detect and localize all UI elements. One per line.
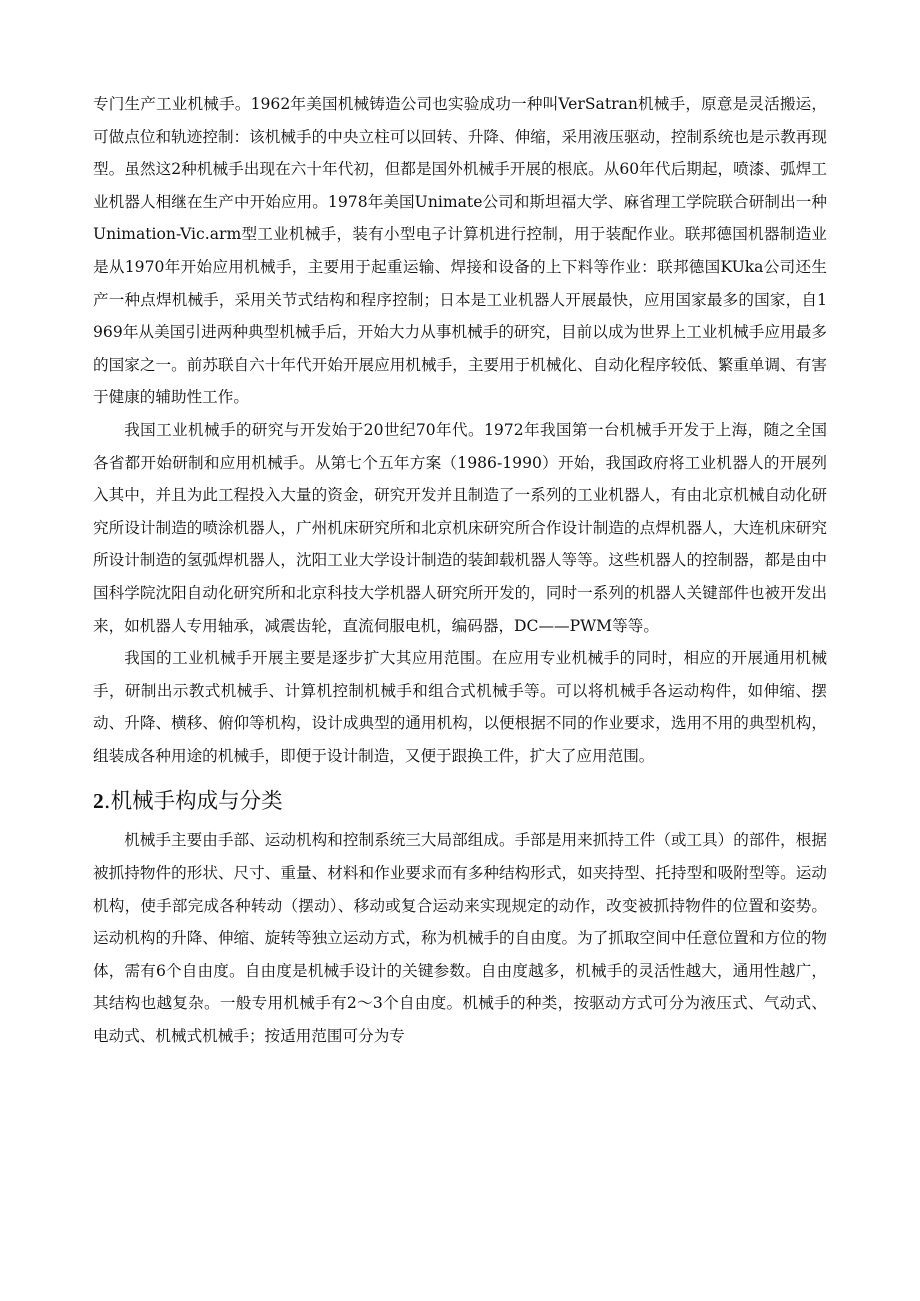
document-page: [93, 88, 827, 1053]
paragraph-foreign-development: 专门生产工业机械手。1962年美国机械铸造公司也实验成功一种叫VerSatran机械手，原意是灵活搬运，可做点位和轨迹控制：该机械手的中央立柱可以回转、升降、伸缩，采用液压驱动，控制系统也是示教再现型。虽然这2种机械手出现在六十年代初，但都是国外机械手开展的根底。从60年代后期起，喷漆、弧焊工业机器人相继在生产中开始应用。1978年美国Unimate公司和斯坦福大学、麻省理工学院联合研制出一种Unimation-Vic.arm型工业机械手，装有小型电子计算机进行控制，用于装配作业。联邦德国机器制造业是从1970年开始应用机械手，主要用于起重运输、焊接和设备的上下料等作业：联邦德国KUka公司还生产一种点焊机械手，采用关节式结构和程序控制；日本是工业机器人开展最快，应用国家最多的国家，自1969年从美国引进两种典型机械手后，开始大力从事机械手的研究，目前以成为世界上工业机械手应用最多的国家之一。前苏联自六十年代开始开展应用机械手，主要用于机械化、自动化程序较低、繁重单调、有害于健康的辅助性工作。: [93, 95, 827, 407]
section-title: .机械手构成与分类: [103, 789, 283, 815]
section-heading: [93, 783, 827, 820]
paragraph-china-application: 我国的工业机械手开展主要是逐步扩大其应用范围。在应用专业机械手的同时，相应的开展通用机械手，研制出示教式机械手、计算机控制机械手和组合式机械手等。可以将机械手各运动构件，如伸缩、摆动、升降、横移、俯仰等机构，设计成典型的通用机构，以便根据不同的作业要求，选用不用的典型机构，组装成各种用途的机械手，即便于设计制造，又便于跟换工件，扩大了应用范围。: [93, 649, 827, 765]
paragraph-composition: 机械手主要由手部、运动机构和控制系统三大局部组成。手部是用来抓持工件（或工具）的部件，根据被抓持物件的形状、尺寸、重量、材料和作业要求而有多种结构形式，如夹持型、托持型和吸附型等。运动机构，使手部完成各种转动（摆动）、移动或复合运动来实现规定的动作，改变被抓持物件的位置和姿势。运动机构的升降、伸缩、旋转等独立运动方式，称为机械手的自由度。为了抓取空间中任意位置和方位的物体，需有6个自由度。自由度是机械手设计的关键参数。自由度越多，机械手的灵活性越大，通用性越广，其结构也越复杂。一般专用机械手有2～3个自由度。机械手的种类，按驱动方式可分为液压式、气动式、电动式、机械式机械手；按适用范围可分为专: [93, 831, 827, 1046]
paragraph-china-research: 我国工业机械手的研究与开发始于20世纪70年代。1972年我国第一台机械手开发于上海，随之全国各省都开始研制和应用机械手。从第七个五年方案（1986-1990）开始，我国政府将工业机器人的开展列入其中，并且为此工程投入大量的资金，研究开发并且制造了一系列的工业机器人，有由北京机械自动化研究所设计制造的喷涂机器人，广州机床研究所和北京机床研究所合作设计制造的点焊机器人，大连机床研究所设计制造的氢弧焊机器人，沈阳工业大学设计制造的装卸载机器人等等。这些机器人的控制器，都是由中国科学院沈阳自动化研究所和北京科技大学机器人研究所开发的，同时一系列的机器人关键部件也被开发出来，如机器人专用轴承，减震齿轮，直流伺服电机，编码器，DC——PWM等等。: [93, 420, 827, 635]
section-number: 2: [93, 789, 104, 814]
